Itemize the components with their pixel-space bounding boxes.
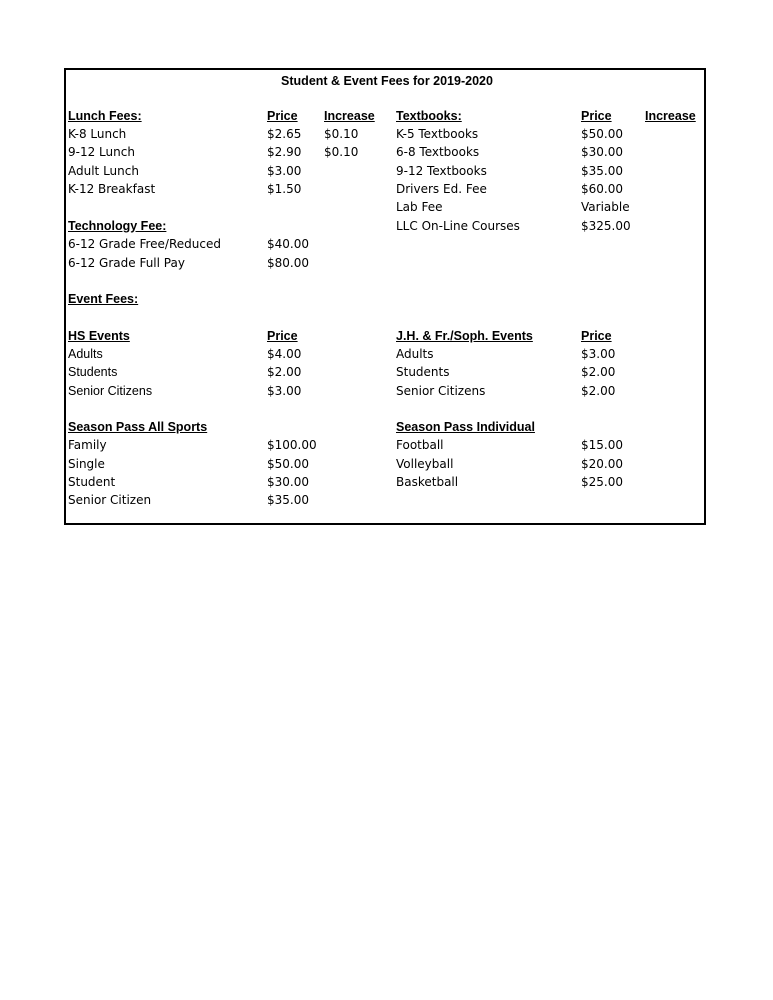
jh-events-price-header: Price — [581, 329, 612, 343]
lunch-price: $3.00 — [267, 164, 302, 178]
lunch-price-header: Price — [267, 109, 298, 123]
textbooks-heading: Textbooks: — [396, 109, 462, 123]
jh-event-item: Senior Citizens — [396, 384, 486, 398]
hs-events-heading: HS Events — [68, 329, 130, 343]
hs-event-item: Senior Citizens — [68, 384, 153, 398]
textbook-price: $50.00 — [581, 127, 623, 141]
textbook-item: 9-12 Textbooks — [396, 164, 487, 178]
lunch-item: 9-12 Lunch — [68, 145, 135, 159]
lunch-price: $2.90 — [267, 145, 302, 159]
lunch-increase: $0.10 — [324, 127, 359, 141]
technology-price: $40.00 — [267, 237, 309, 251]
season-individual-price: $20.00 — [581, 457, 623, 471]
textbook-price: $325.00 — [581, 219, 631, 233]
lunch-price: $2.65 — [267, 127, 302, 141]
season-all-price: $50.00 — [267, 457, 309, 471]
season-individual-item: Basketball — [396, 475, 459, 489]
textbook-price: Variable — [581, 200, 630, 214]
technology-item: 6-12 Grade Free/Reduced — [68, 237, 221, 251]
hs-event-item: Students — [68, 365, 118, 379]
textbook-price: $35.00 — [581, 164, 623, 178]
lunch-price: $1.50 — [267, 182, 302, 196]
season-individual-price: $25.00 — [581, 475, 623, 489]
jh-events-heading: J.H. & Fr./Soph. Events — [396, 329, 533, 343]
textbook-price: $30.00 — [581, 145, 623, 159]
textbook-item: 6-8 Textbooks — [396, 145, 480, 159]
lunch-increase-header: Increase — [324, 109, 375, 123]
jh-event-price: $2.00 — [581, 384, 616, 398]
season-individual-price: $15.00 — [581, 438, 623, 452]
lunch-item: K-8 Lunch — [68, 127, 127, 141]
season-individual-item: Volleyball — [396, 457, 454, 471]
textbook-item: K-5 Textbooks — [396, 127, 479, 141]
technology-heading: Technology Fee: — [68, 219, 167, 233]
jh-event-price: $2.00 — [581, 365, 616, 379]
textbook-item: LLC On-Line Courses — [396, 219, 520, 233]
hs-events-price-header: Price — [267, 329, 298, 343]
technology-price: $80.00 — [267, 256, 309, 270]
event-fees-heading: Event Fees: — [68, 292, 139, 306]
hs-event-price: $4.00 — [267, 347, 302, 361]
season-all-price: $35.00 — [267, 493, 309, 507]
season-all-item: Student — [68, 475, 116, 489]
textbook-item: Drivers Ed. Fee — [396, 182, 487, 196]
textbooks-increase-header: Increase — [645, 109, 696, 123]
fee-sheet — [64, 68, 706, 525]
textbooks-price-header: Price — [581, 109, 612, 123]
lunch-item: K-12 Breakfast — [68, 182, 156, 196]
season-all-item: Single — [68, 457, 105, 471]
hs-event-price: $3.00 — [267, 384, 302, 398]
season-all-heading: Season Pass All Sports — [68, 420, 208, 434]
season-individual-heading: Season Pass Individual — [396, 420, 535, 434]
lunch-heading: Lunch Fees: — [68, 109, 142, 123]
season-all-price: $100.00 — [267, 438, 317, 452]
season-individual-item: Football — [396, 438, 444, 452]
hs-event-price: $2.00 — [267, 365, 302, 379]
textbook-item: Lab Fee — [396, 200, 443, 214]
jh-event-item: Adults — [396, 347, 434, 361]
season-all-item: Family — [68, 438, 107, 452]
lunch-item: Adult Lunch — [68, 164, 139, 178]
season-all-item: Senior Citizen — [68, 493, 152, 507]
jh-event-price: $3.00 — [581, 347, 616, 361]
lunch-increase: $0.10 — [324, 145, 359, 159]
technology-item: 6-12 Grade Full Pay — [68, 256, 185, 270]
season-all-price: $30.00 — [267, 475, 309, 489]
jh-event-item: Students — [396, 365, 450, 379]
hs-event-item: Adults — [68, 347, 103, 361]
textbook-price: $60.00 — [581, 182, 623, 196]
sheet-title: Student & Event Fees for 2019-2020 — [281, 74, 493, 88]
